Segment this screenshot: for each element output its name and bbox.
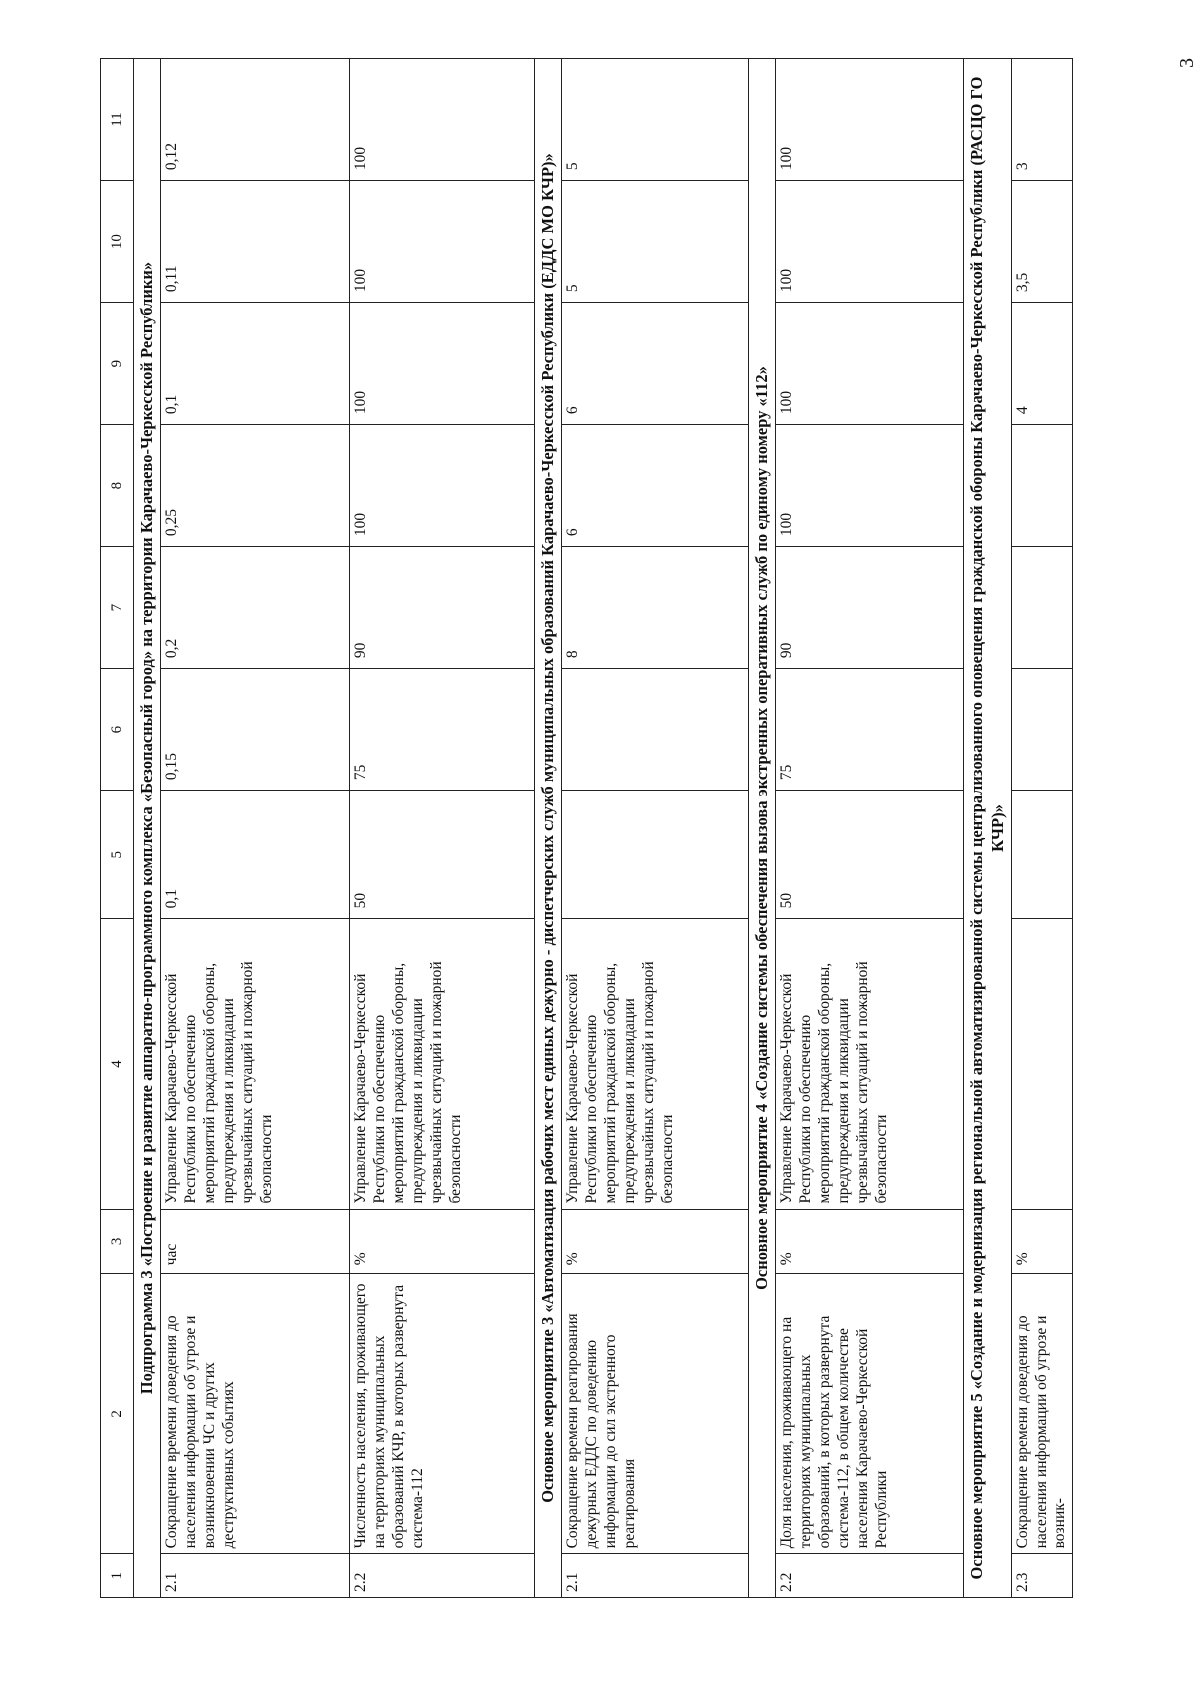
- column-number-row: [101, 59, 134, 1598]
- indicator-value: [1011, 669, 1073, 791]
- section-title: Основное мероприятие 3 «Автоматизация рабочих мест единых дежурно - диспетчерских служб муниципальных образований Карачаево-Черкесской Республики (ЕДДС МО КЧР)»: [535, 59, 562, 1598]
- row-number: 2.1: [161, 1554, 350, 1598]
- indicator-value: 100: [776, 303, 964, 425]
- indicator-name: Сокращение времени реагирования дежурных ЕДДС по доведению информации до сил экстренного реагирования: [562, 1274, 749, 1554]
- unit: час: [161, 1209, 350, 1274]
- col-num: 1: [101, 1554, 134, 1598]
- indicator-value: 100: [350, 59, 535, 181]
- table-row: [776, 59, 964, 1598]
- col-num: 11: [101, 59, 134, 181]
- executor: Управление Карачаево-Черкесской Республики по обеспечению мероприятий гражданской обороны, предупреждения и ликвидации чрезвычайных ситуаций и пожарной безопасности: [776, 919, 964, 1209]
- table-row: [1011, 59, 1073, 1598]
- col-num: 7: [101, 547, 134, 669]
- col-num: 5: [101, 791, 134, 919]
- col-num: 4: [101, 919, 134, 1209]
- table-row: [350, 59, 535, 1598]
- row-number: 2.1: [562, 1554, 749, 1598]
- section-title: Основное мероприятие 5 «Создание и модернизация региональной автоматизированной системы централизованного оповещения гражданской обороны Карачаево-Черкесской Республики (РАСЦО ГО КЧР)»: [964, 59, 1011, 1598]
- indicator-value: 0,1: [161, 303, 350, 425]
- col-num: 6: [101, 669, 134, 791]
- indicator-value: 50: [776, 791, 964, 919]
- indicator-name: Сокращение времени доведения до населения информации об угрозе и возникновении ЧС и других деструктивных событиях: [161, 1274, 350, 1554]
- col-num: 10: [101, 181, 134, 303]
- rotated-table-container: [100, 58, 1100, 1598]
- executor: Управление Карачаево-Черкесской Республики по обеспечению мероприятий гражданской обороны, предупреждения и ликвидации чрезвычайных ситуаций и пожарной безопасности: [350, 919, 535, 1209]
- indicator-value: 0,12: [161, 59, 350, 181]
- section-row: [749, 59, 776, 1598]
- indicator-value: 50: [350, 791, 535, 919]
- unit: %: [776, 1209, 964, 1274]
- indicator-value: 0,2: [161, 547, 350, 669]
- indicator-value: 0,25: [161, 425, 350, 547]
- unit: %: [562, 1209, 749, 1274]
- indicator-value: 100: [776, 59, 964, 181]
- section-row: [964, 59, 1011, 1598]
- executor: Управление Карачаево-Черкесской Республики по обеспечению мероприятий гражданской обороны, предупреждения и ликвидации чрезвычайных ситуаций и пожарной безопасности: [161, 919, 350, 1209]
- indicator-value: 75: [350, 669, 535, 791]
- indicator-value: 6: [562, 303, 749, 425]
- table-row: [562, 59, 749, 1598]
- indicator-value: 5: [562, 59, 749, 181]
- indicator-value: 6: [562, 425, 749, 547]
- indicator-value: [1011, 425, 1073, 547]
- indicator-value: 90: [350, 547, 535, 669]
- indicators-table: [100, 58, 1073, 1598]
- col-num: 2: [101, 1274, 134, 1554]
- indicator-value: 0,1: [161, 791, 350, 919]
- unit: %: [1011, 1209, 1073, 1274]
- col-num: 3: [101, 1209, 134, 1274]
- indicator-value: [1011, 791, 1073, 919]
- indicator-value: 8: [562, 547, 749, 669]
- indicator-value: 100: [776, 425, 964, 547]
- indicator-value: 4: [1011, 303, 1073, 425]
- row-number: 2.2: [350, 1554, 535, 1598]
- page-number: 3: [1176, 58, 1198, 68]
- indicator-value: [1011, 547, 1073, 669]
- indicator-value: 100: [350, 425, 535, 547]
- col-num: 8: [101, 425, 134, 547]
- executor: [1011, 919, 1073, 1209]
- section-row: [134, 59, 161, 1598]
- unit: %: [350, 1209, 535, 1274]
- indicator-value: [562, 669, 749, 791]
- section-title: Подпрограмма 3 «Построение и развитие аппаратно-программного комплекса «Безопасный город» на территории Карачаево-Черкесской Республики»: [134, 59, 161, 1598]
- indicator-value: 100: [350, 303, 535, 425]
- indicator-value: 3: [1011, 59, 1073, 181]
- col-num: 9: [101, 303, 134, 425]
- table-row: [161, 59, 350, 1598]
- indicator-value: 3,5: [1011, 181, 1073, 303]
- row-number: 2.2: [776, 1554, 964, 1598]
- indicator-value: 100: [350, 181, 535, 303]
- section-row: [535, 59, 562, 1598]
- indicator-value: 100: [776, 181, 964, 303]
- indicator-value: 0,11: [161, 181, 350, 303]
- section-title: Основное мероприятие 4 «Создание системы обеспечения вызова экстренных оперативных служб по единому номеру «112»: [749, 59, 776, 1598]
- indicator-value: 0,15: [161, 669, 350, 791]
- indicator-value: 75: [776, 669, 964, 791]
- indicator-name: Численность населения, проживающего на территориях муниципальных образований КЧР, в которых развернута система-112: [350, 1274, 535, 1554]
- indicator-name: Сокращение времени доведения до населения информации об угрозе и возник-: [1011, 1274, 1073, 1554]
- indicator-value: [562, 791, 749, 919]
- row-number: 2.3: [1011, 1554, 1073, 1598]
- indicator-value: 90: [776, 547, 964, 669]
- indicator-value: 5: [562, 181, 749, 303]
- indicator-name: Доля населения, проживающего на территориях муниципальных образований, в которых развернута система-112, в общем количестве населения Карачаево-Черкесской Республики: [776, 1274, 964, 1554]
- executor: Управление Карачаево-Черкесской Республики по обеспечению мероприятий гражданской обороны, предупреждения и ликвидации чрезвычайных ситуаций и пожарной безопасности: [562, 919, 749, 1209]
